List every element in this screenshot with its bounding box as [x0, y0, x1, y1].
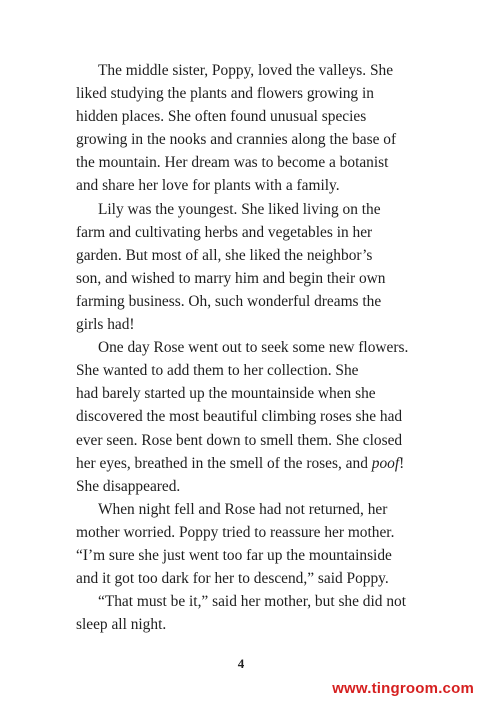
paragraph: [76, 336, 408, 498]
text-line: her eyes, breathed in the smell of the roses, and poof!: [76, 454, 405, 472]
text-line: When night fell and Rose had not returned, her: [98, 500, 388, 518]
text-line: farming business. Oh, such wonderful dreams the: [76, 292, 382, 310]
paragraph: [76, 590, 408, 636]
text-line: the mountain. Her dream was to become a botanist: [76, 154, 389, 172]
text-line: hidden places. She often found unusual species: [76, 108, 367, 126]
text-line: son, and wished to marry him and begin their own: [76, 269, 386, 287]
text-line: garden. But most of all, she liked the neighbor’s: [76, 246, 373, 264]
text-line: mother worried. Poppy tried to reassure her mother.: [76, 523, 395, 541]
page-body: [76, 59, 408, 636]
paragraph: [76, 198, 408, 337]
text-line: “That must be it,” said her mother, but she did not: [98, 593, 406, 611]
emphasis-text: poof: [371, 454, 400, 472]
page-number: 4: [237, 656, 245, 671]
watermark: www.tingroom.com: [332, 680, 474, 697]
text-line: The middle sister, Poppy, loved the valleys. She: [98, 62, 394, 79]
text-line: discovered the most beautiful climbing roses she had: [76, 408, 403, 426]
text-line: farm and cultivating herbs and vegetables in her: [76, 223, 373, 241]
text-line: and it got too dark for her to descend,” said Poppy.: [76, 570, 389, 588]
text-line: One day Rose went out to seek some new flowers.: [98, 339, 409, 357]
text-line: girls had!: [76, 316, 135, 334]
text-line: growing in the nooks and crannies along the base of: [76, 131, 397, 149]
text-line: had barely started up the mountainside when she: [76, 385, 376, 403]
paragraph: [76, 59, 408, 198]
text-line: sleep all night.: [76, 616, 167, 634]
text-line: liked studying the plants and flowers growing in: [76, 85, 374, 103]
paragraph: [76, 498, 408, 590]
text-line: She disappeared.: [76, 477, 181, 495]
text-line: She wanted to add them to her collection. She: [76, 362, 359, 380]
text-line: and share her love for plants with a family.: [76, 177, 340, 195]
text-line: “I’m sure she just went too far up the mountainside: [76, 546, 392, 564]
text-line: Lily was the youngest. She liked living on the: [98, 200, 381, 218]
text-line: ever seen. Rose bent down to smell them. She closed: [76, 431, 403, 449]
